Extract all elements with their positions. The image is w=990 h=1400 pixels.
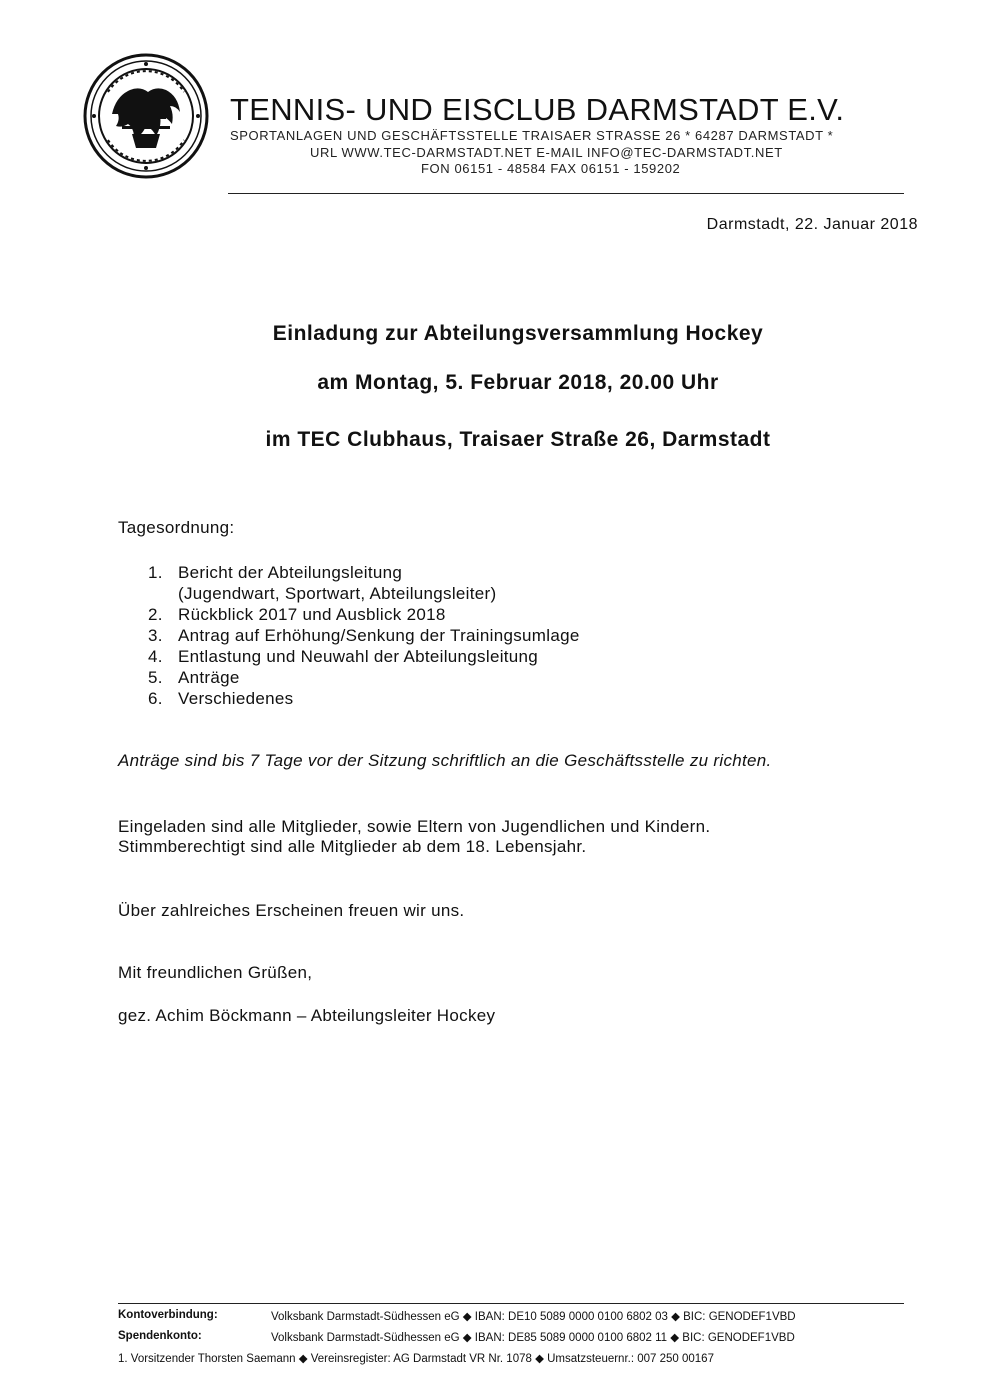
agenda-item-text: Anträge [178,668,240,687]
agenda-item-text: (Jugendwart, Sportwart, Abteilungsleiter) [178,584,497,603]
footer-divider [118,1303,904,1304]
agenda-item [148,646,580,667]
agenda-item [148,562,580,583]
agenda-item-text: Antrag auf Erhöhung/Senkung der Trainingsumlage [178,626,580,645]
registry-info: 1. Vorsitzender Thorsten Saemann ◆ Vereinsregister: AG Darmstadt VR Nr. 1078 ◆ Umsatzsteuernr.: 007 250 00167 [118,1353,714,1365]
header-divider [228,193,904,194]
invitation-text: Eingeladen sind alle Mitglieder, sowie Eltern von Jugendlichen und Kindern. [118,817,711,836]
agenda-label: Tagesordnung: [118,518,235,537]
contact-line: URL WWW.TEC-DARMSTADT.NET E-MAIL INFO@TEC-DARMSTADT.NET [310,145,783,160]
agenda-item-number: 6. [148,689,163,708]
voting-rights-text: Stimmberechtigt sind alle Mitglieder ab dem 18. Lebensjahr. [118,837,587,856]
address-line: SPORTANLAGEN UND GESCHÄFTSSTELLE TRAISAER STRASSE 26 * 64287 DARMSTADT * [230,128,834,143]
greeting-text: Mit freundlichen Grüßen, [118,963,313,982]
agenda-item [148,688,580,709]
agenda-item-text: Rückblick 2017 und Ausblick 2018 [178,605,446,624]
signature-line: gez. Achim Böckmann – Abteilungsleiter Hockey [118,1006,496,1025]
agenda-item-number: 3. [148,626,163,645]
agenda-item-continuation [148,583,580,604]
agenda-item-text: Verschiedenes [178,689,294,708]
club-seal-icon [82,52,210,180]
donation-account-label: Spendenkonto: [118,1330,202,1342]
agenda-item-number: 5. [148,668,163,687]
meeting-datetime: am Montag, 5. Februar 2018, 20.00 Uhr [317,371,719,394]
agenda-list [148,562,580,709]
meeting-location: im TEC Clubhaus, Traisaer Straße 26, Darmstadt [265,428,771,451]
invitation-title: Einladung zur Abteilungsversammlung Hockey [272,322,764,345]
agenda-item-text: Bericht der Abteilungsleitung [178,563,403,582]
agenda-item [148,604,580,625]
letter-date: Darmstadt, 22. Januar 2018 [706,216,918,233]
bank-account-details: Volksbank Darmstadt-Südhessen eG ◆ IBAN: DE10 5089 0000 0100 6802 03 ◆ BIC: GENODEF1VBD [271,1311,796,1323]
agenda-item-number: 2. [148,605,163,624]
agenda-item [148,667,580,688]
agenda-item-number: 1. [148,563,163,582]
agenda-item-number: 4. [148,647,163,666]
phone-line: FON 06151 - 48584 FAX 06151 - 159202 [421,161,681,176]
agenda-item-text: Entlastung und Neuwahl der Abteilungsleitung [178,647,539,666]
donation-account-details: Volksbank Darmstadt-Südhessen eG ◆ IBAN: DE85 5089 0000 0100 6802 11 ◆ BIC: GENODEF1VBD [271,1332,795,1344]
closing-text: Über zahlreiches Erscheinen freuen wir uns. [118,901,465,920]
club-name: TENNIS- UND EISCLUB DARMSTADT E.V. [230,92,845,127]
bank-account-label: Kontoverbindung: [118,1309,218,1321]
motions-notice: Anträge sind bis 7 Tage vor der Sitzung schriftlich an die Geschäftsstelle zu richten. [118,751,772,770]
agenda-item [148,625,580,646]
